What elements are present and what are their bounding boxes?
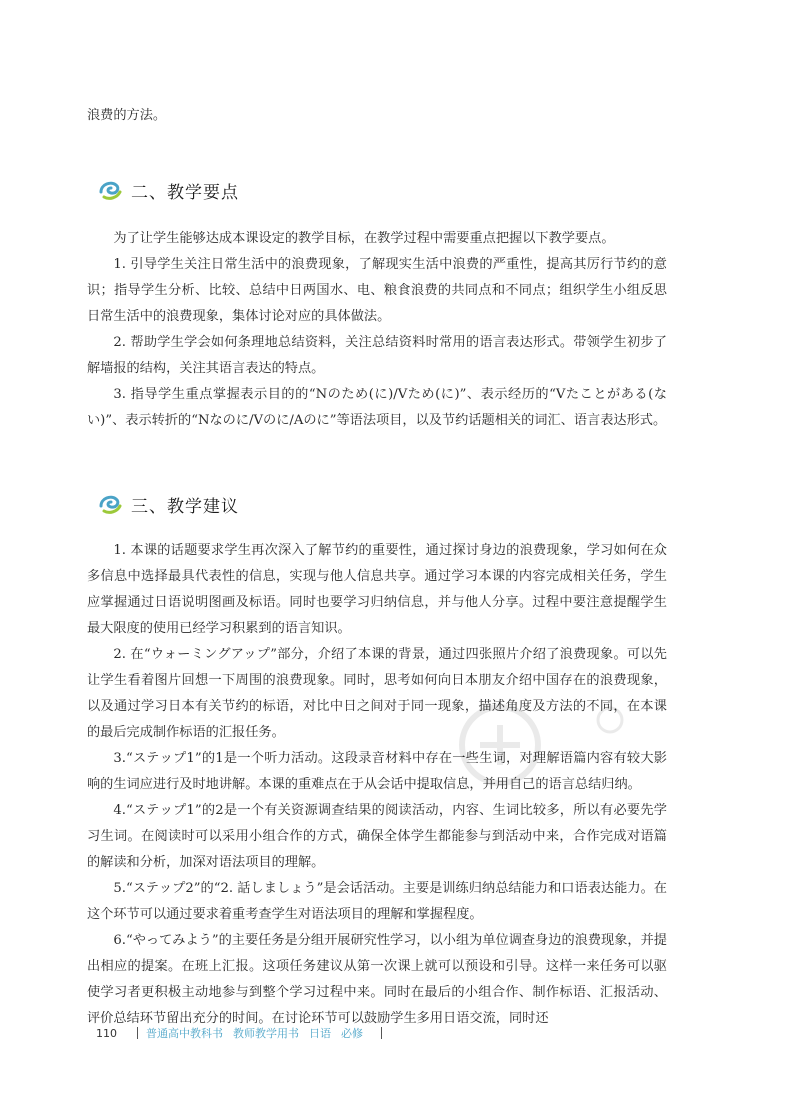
section-heading-text: 二、教学要点 [131,182,239,203]
footer-subject: 日语 [309,1027,331,1040]
teaching-point-3: 3. 指导学生重点掌握表示目的的“Nのため(に)/Vため(に)”、表示经历的“Vたことがある(ない)”、表示转折的“Nなのに/Vのに/Aのに”等语法项目，以及节约话题相关的词汇、语言表达形式。 [87,387,667,428]
suggestion-1: 1. 本课的话题要求学生再次深入了解节约的重要性，通过探讨身边的浪费现象，学习如何在众多信息中选择最具代表性的信息，实现与他人信息共享。通过学习本课的内容完成相关任务，学生应掌握通过日语说明图画及标语。同时也要学习归纳信息，并与他人分享。过程中要注意提醒学生最大限度的使用已经学习积累到的语言知识。 [87,543,667,636]
teaching-point-2: 2. 帮助学生学会如何条理地总结资料，关注总结资料时常用的语言表达形式。带领学生初步了解墙报的结构，关注其语言表达的特点。 [87,335,667,376]
section-heading-teaching-points [97,175,239,205]
footer-series: 普通高中教科书 [146,1027,223,1040]
suggestion-6: 6.“やってみよう”的主要任务是分组开展研究性学习，以小组为单位调查身边的浪费现象，并提出相应的提案。在班上汇报。这项任务建议从第一次课上就可以预设和引导。这样一来任务可以驱使学习者更积极主动地参与到整个学习过程中来。同时在最后的小组合作、制作标语、汇报活动、评价总结环节留出充分的时间。在讨论环节可以鼓励学生多用日语交流，同时还 [87,933,667,1026]
footer-book: 教师教学用书 [233,1027,299,1040]
footer-divider [381,1027,382,1039]
suggestion-4: 4.“ステップ1”的2是一个有关资源调查结果的阅读活动，内容、生词比较多，所以有必要先学习生词。在阅读时可以采用小组合作的方式，确保全体学生都能参与到活动中来，合作完成对语篇的解读和分析，加深对语法项目的理解。 [87,803,667,870]
suggestion-5: 5.“ステップ2”的“2. 話しましょう”是会话活动。主要是训练归纳总结能力和口语表达能力。在这个环节可以通过要求着重考查学生对语法项目的理解和掌握程度。 [87,881,667,922]
suggestion-2: 2. 在“ウォーミングアップ”部分，介绍了本课的背景，通过四张照片介绍了浪费现象。可以先让学生看着图片回想一下周围的浪费现象。同时，思考如何向日本朋友介绍中国存在的浪费现象，以及通过学习日本有关节约的标语，对比中日之间对于同一现象，描述角度及方法的不同，在本课的最后完成制作标语的汇报任务。 [87,647,667,740]
teaching-points-intro: 为了让学生能够达成本课设定的教学目标，在教学过程中需要重点把握以下教学要点。 [113,231,615,246]
page-number: 110 [96,1026,117,1040]
swirl-icon [97,491,123,517]
footer-volume: 必修 [341,1027,363,1040]
section-heading-text: 三、教学建议 [131,496,239,517]
teaching-point-1: 1. 引导学生关注日常生活中的浪费现象，了解现实生活中浪费的严重性，提高其厉行节约的意识；指导学生分析、比较、总结中日两国水、电、粮食浪费的共同点和不同点；组织学生小组反思日常生活中的浪费现象，集体讨论对应的具体做法。 [87,257,667,324]
swirl-icon [97,177,123,203]
suggestion-3: 3.“ステップ1”的1是一个听力活动。这段录音材料中存在一些生词，对理解语篇内容有较大影响的生词应进行及时地讲解。本课的重难点在于从会话中提取信息，并用自己的语言总结归纳。 [87,751,667,792]
footer-divider [137,1027,138,1039]
section-heading-teaching-suggestions [97,489,239,519]
intro-paragraph-tail: 浪费的方法。 [87,108,167,123]
page-footer [96,1024,390,1042]
